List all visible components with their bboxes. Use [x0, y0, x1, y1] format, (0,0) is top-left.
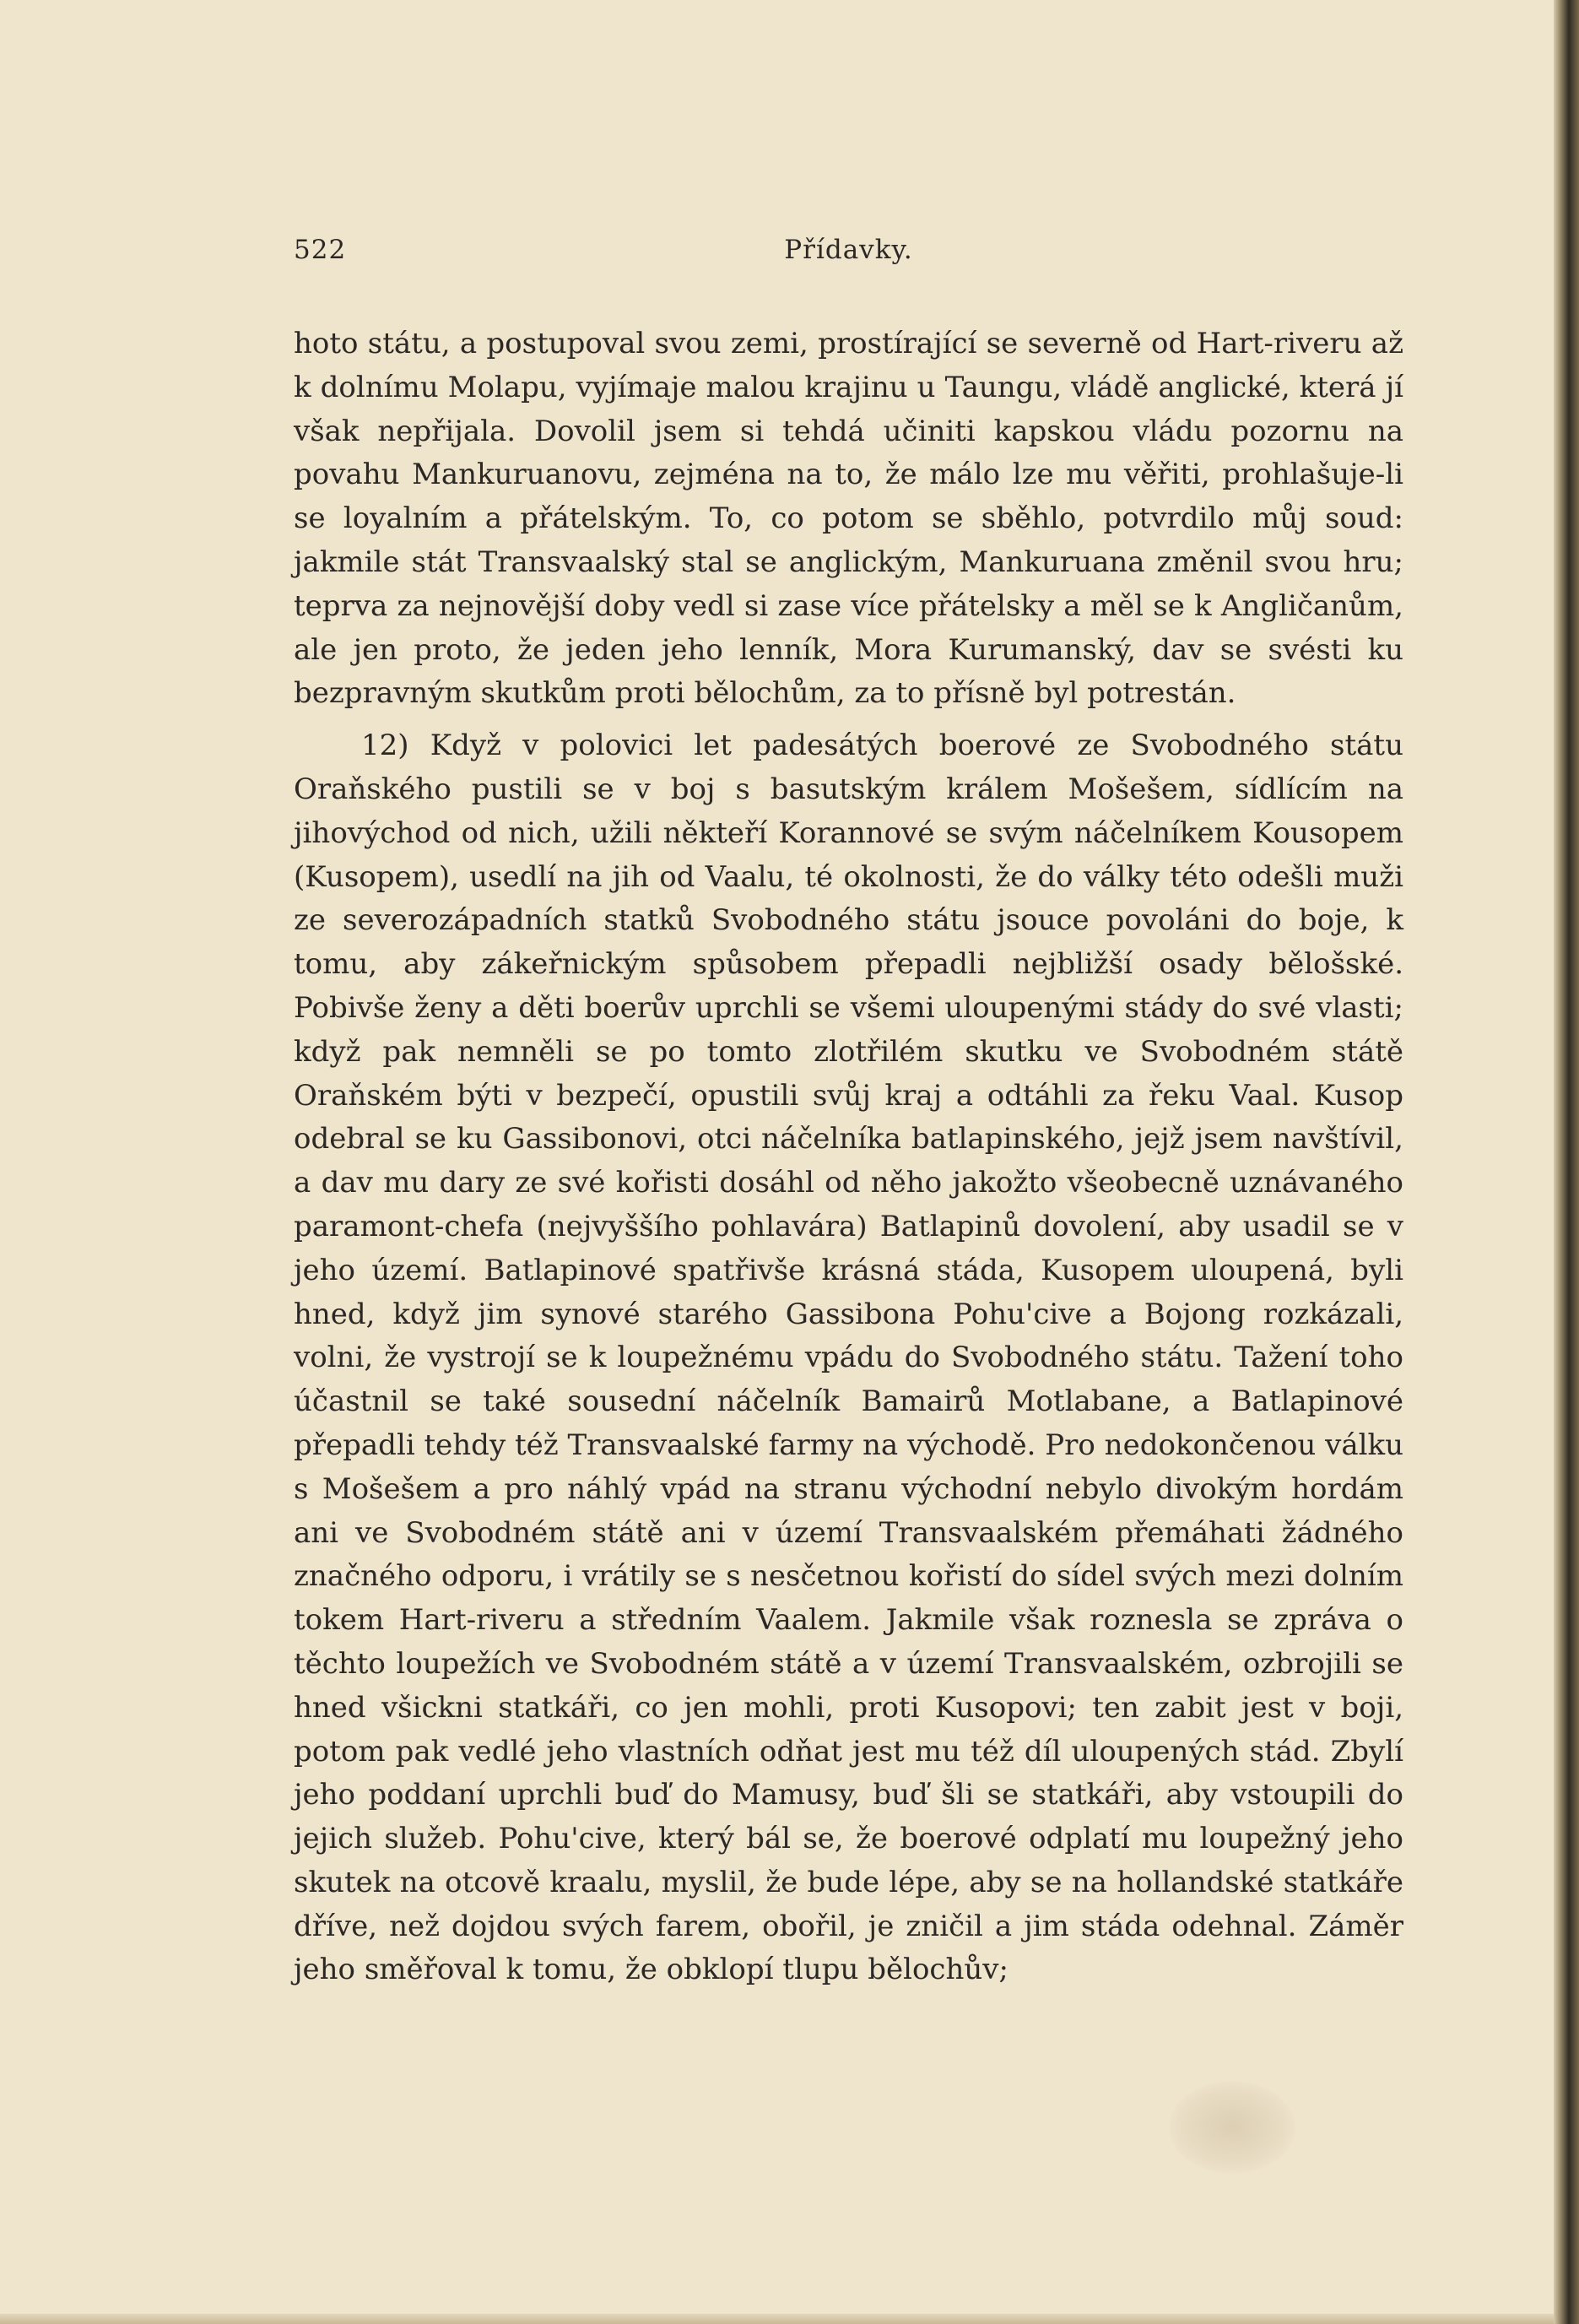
page-right-edge	[1554, 0, 1579, 2324]
text-body	[294, 322, 1403, 1992]
paper-stain	[1169, 2081, 1295, 2174]
running-title: Přídavky.	[784, 235, 913, 265]
paragraph-note-12: 12) Když v polovici let padesátých boerové ze Svobodného státu Oraňského pustili se v boj s basutským králem Mošešem, sídlícím na jihovýchod od nich, užili někteří Korannové se svým náčelníkem Kousopem (Kusopem), usedlí na jih od Vaalu, té okolnosti, že do války této odešli muži ze severozápadních statků Svobodného státu jsouce povoláni do boje, k tomu, aby zákeřnickým spůsobem přepadli nejbližší osady bělošské. Pobivše ženy a děti boerův uprchli se všemi uloupenými stády do své vlasti; když pak nemněli se po tomto zlotřilém skutku ve Svobodném státě Oraňském býti v bezpečí, opustili svůj kraj a odtáhli za řeku Vaal. Kusop odebral se ku Gassibonovi, otci náčelníka batlapinského, jejž jsem navštívil, a dav mu dary ze své kořisti dosáhl od něho jakožto všeobecně uznávaného paramont-chefa (nejvyššího pohlavára) Batlapinů dovolení, aby usadil se v jeho území. Batlapinové spatřivše krásná stáda, Kusopem uloupená, byli hned, když jim synové starého Gassibona Pohu'cive a Bojong rozkázali, volni, že vystrojí se k loupežnému vpádu do Svobodného státu. Tažení toho účastnil se také sousední náčelník Bamairů Motlabane, a Batlapinové přepadli tehdy též Transvaalské farmy na východě. Pro nedokončenou válku s Mošešem a pro náhlý vpád na stranu východní nebylo divokým hordám ani ve Svobodném státě ani v území Transvaalském přemáhati žádného značného odporu, i vrátily se s nesčetnou kořistí do sídel svých mezi dolním tokem Hart-riveru a středním Vaalem. Jakmile však roznesla se zpráva o těchto loupežích ve Svobodném státě a v území Transvaalském, ozbrojili se hned všickni statkáři, co jen mohli, proti Kusopovi; ten zabit jest v boji, potom pak vedlé jeho vlastních odňat jest mu též díl uloupených stád. Zbylí jeho poddaní uprchli buď do Mamusy, buď šli se statkáři, aby vstoupili do jejich služeb. Pohu'cive, který bál se, že boerové odplatí mu loupežný jeho skutek na otcově kraalu, myslil, že bude lépe, aby se na hollandské statkáře dříve, než dojdou svých farem, obořil, je zničil a jim stáda odehnal. Záměr jeho směřoval k tomu, že obklopí tlupu bělochův;	[294, 729, 1403, 1987]
paragraph-continued: hoto státu, a postupoval svou zemi, prostírající se severně od Hart-riveru až k dolnímu Molapu, vyjímaje malou krajinu u Taungu, vládě anglické, která jí však nepřijala. Dovolil jsem si tehdá učiniti kapskou vládu pozornu na povahu Mankuruanovu, zejména na to, že málo lze mu věřiti, prohlašuje-li se loyalním a přátelským. To, co potom se sběhlo, potvrdilo můj soud: jakmile stát Transvaalský stal se anglickým, Mankuruana změnil svou hru; teprva za nejnovější doby vedl si zase více přátelsky a měl se k Angličanům, ale jen proto, že jeden jeho lenník, Mora Kurumanský, dav se svésti ku bezpravným skutkům proti bělochům, za to přísně byl potrestán.	[294, 327, 1403, 711]
page-bottom-edge	[0, 2314, 1579, 2324]
page-number: 522	[294, 235, 347, 265]
page-header	[294, 235, 1403, 268]
